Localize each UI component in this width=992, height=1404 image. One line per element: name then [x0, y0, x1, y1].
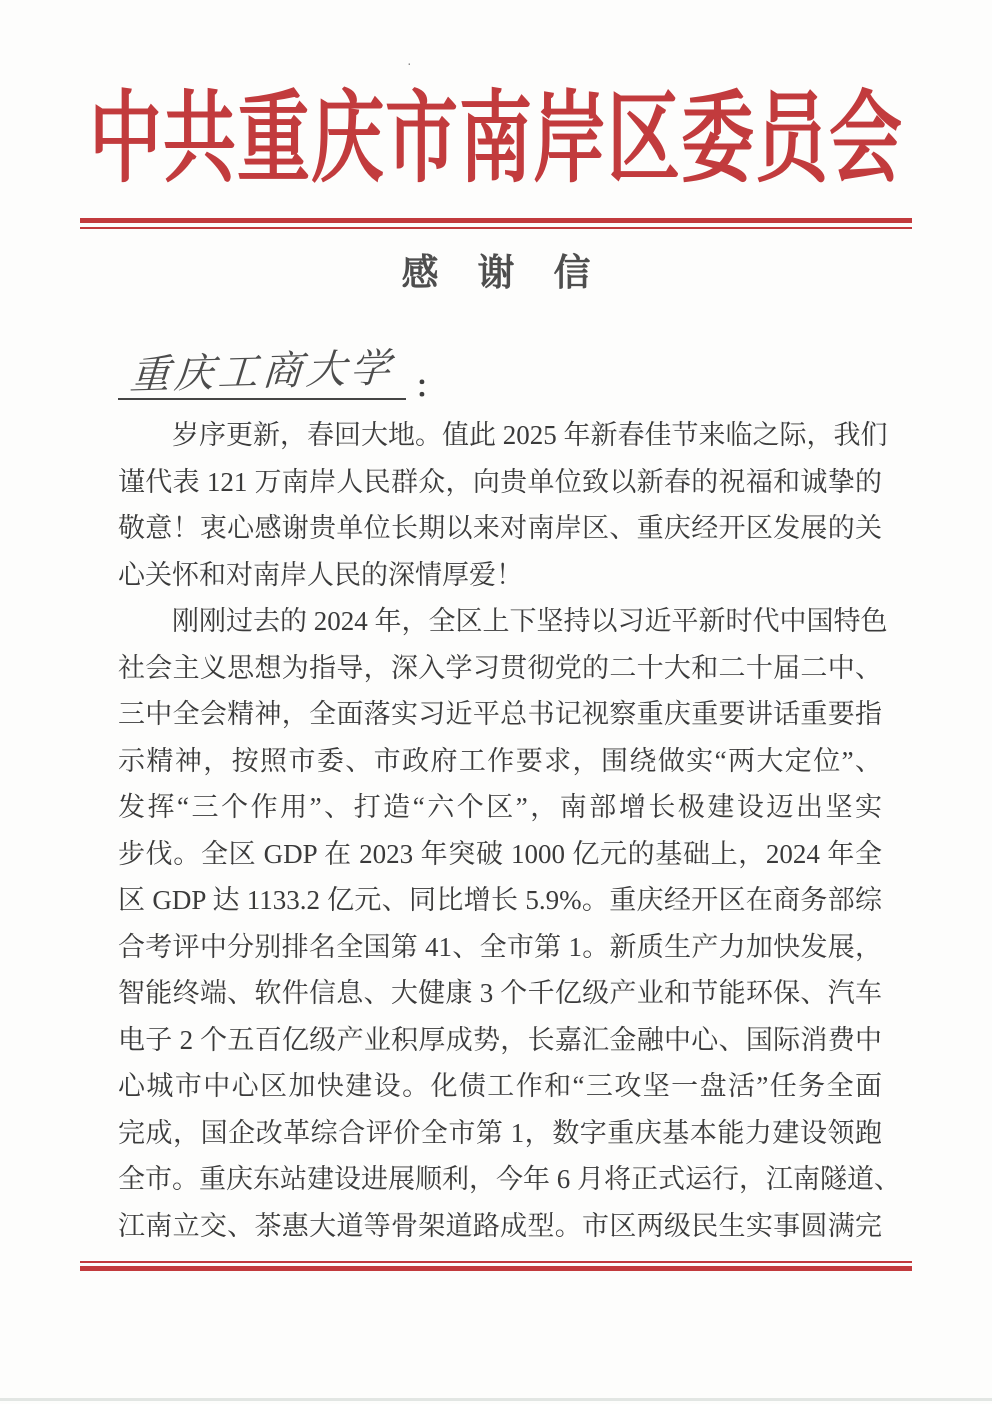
document-title: 感谢信 — [401, 253, 630, 294]
body-line: 智能终端、软件信息、大健康 3 个千亿级产业和节能环保、汽车 — [118, 978, 882, 1008]
body-line: 示精神，按照市委、市政府工作要求，围绕做实“两大定位”、 — [118, 745, 882, 776]
body-line: 刚刚过去的 2024 年，全区上下坚持以习近平新时代中国特色 — [172, 606, 888, 636]
body-line: 心城市中心区加快建设。化债工作和“三攻坚一盘活”任务全面 — [118, 1071, 882, 1101]
scan-speck-artifact: · — [406, 58, 413, 71]
footer-rule-thin-line — [80, 1261, 912, 1263]
body-line: 区 GDP 达 1133.2 亿元、同比增长 5.9%。重庆经开区在商务部综 — [118, 885, 882, 915]
recipient-underline — [118, 345, 406, 400]
body-line: 步伐。全区 GDP 在 2023 年突破 1000 亿元的基础上，2024 年全 — [118, 838, 882, 869]
body-line: 谨代表 121 万南岸人民群众，向贵单位致以新春的祝福和诚挚的 — [118, 466, 882, 497]
body-line: 敬意！衷心感谢贵单位长期以来对南岸区、重庆经开区发展的关 — [118, 513, 882, 543]
header-double-rule — [80, 218, 912, 229]
body-line: 江南立交、茶惠大道等骨架道路成型。市区两级民生实事圆满完 — [118, 1210, 882, 1241]
salutation-colon: ： — [415, 371, 445, 404]
header-rule-thin-line — [80, 227, 912, 229]
body-line: 完成，国企改革综合评价全市第 1，数字重庆基本能力建设领跑 — [118, 1117, 882, 1148]
body-line: 社会主义思想为指导，深入学习贯彻党的二十大和二十届二中、 — [118, 652, 882, 683]
scan-bottom-edge — [0, 1398, 992, 1401]
body-line: 心关怀和对南岸人民的深情厚爱！ — [118, 559, 523, 590]
body-line: 电子 2 个五百亿级产业积厚成势，长嘉汇金融中心、国际消费中 — [118, 1024, 882, 1055]
salutation-row — [0, 345, 992, 408]
body-line: 合考评中分别排名全国第 41、全市第 1。新质生产力加快发展， — [118, 931, 882, 962]
recipient-handwriting: 重庆工商大学 — [128, 345, 396, 398]
body-line: 发挥“三个作用”、打造“六个区”，南部增长极建设迈出坚实 — [118, 792, 882, 822]
letterhead-org-title: 中共重庆市南岸区委员会 — [89, 83, 903, 195]
letter-body — [118, 412, 901, 1249]
body-line: 三中全会精神，全面落实习近平总书记视察重庆重要讲话重要指 — [118, 699, 882, 729]
footer-rule-thick-line — [80, 1266, 912, 1271]
body-line: 岁序更新，春回大地。值此 2025 年新春佳节来临之际，我们 — [172, 420, 888, 450]
footer-double-rule — [80, 1261, 912, 1271]
header-rule-thick-line — [80, 218, 912, 223]
body-line: 全市。重庆东站建设进展顺利，今年 6 月将正式运行，江南隧道、 — [118, 1164, 901, 1194]
